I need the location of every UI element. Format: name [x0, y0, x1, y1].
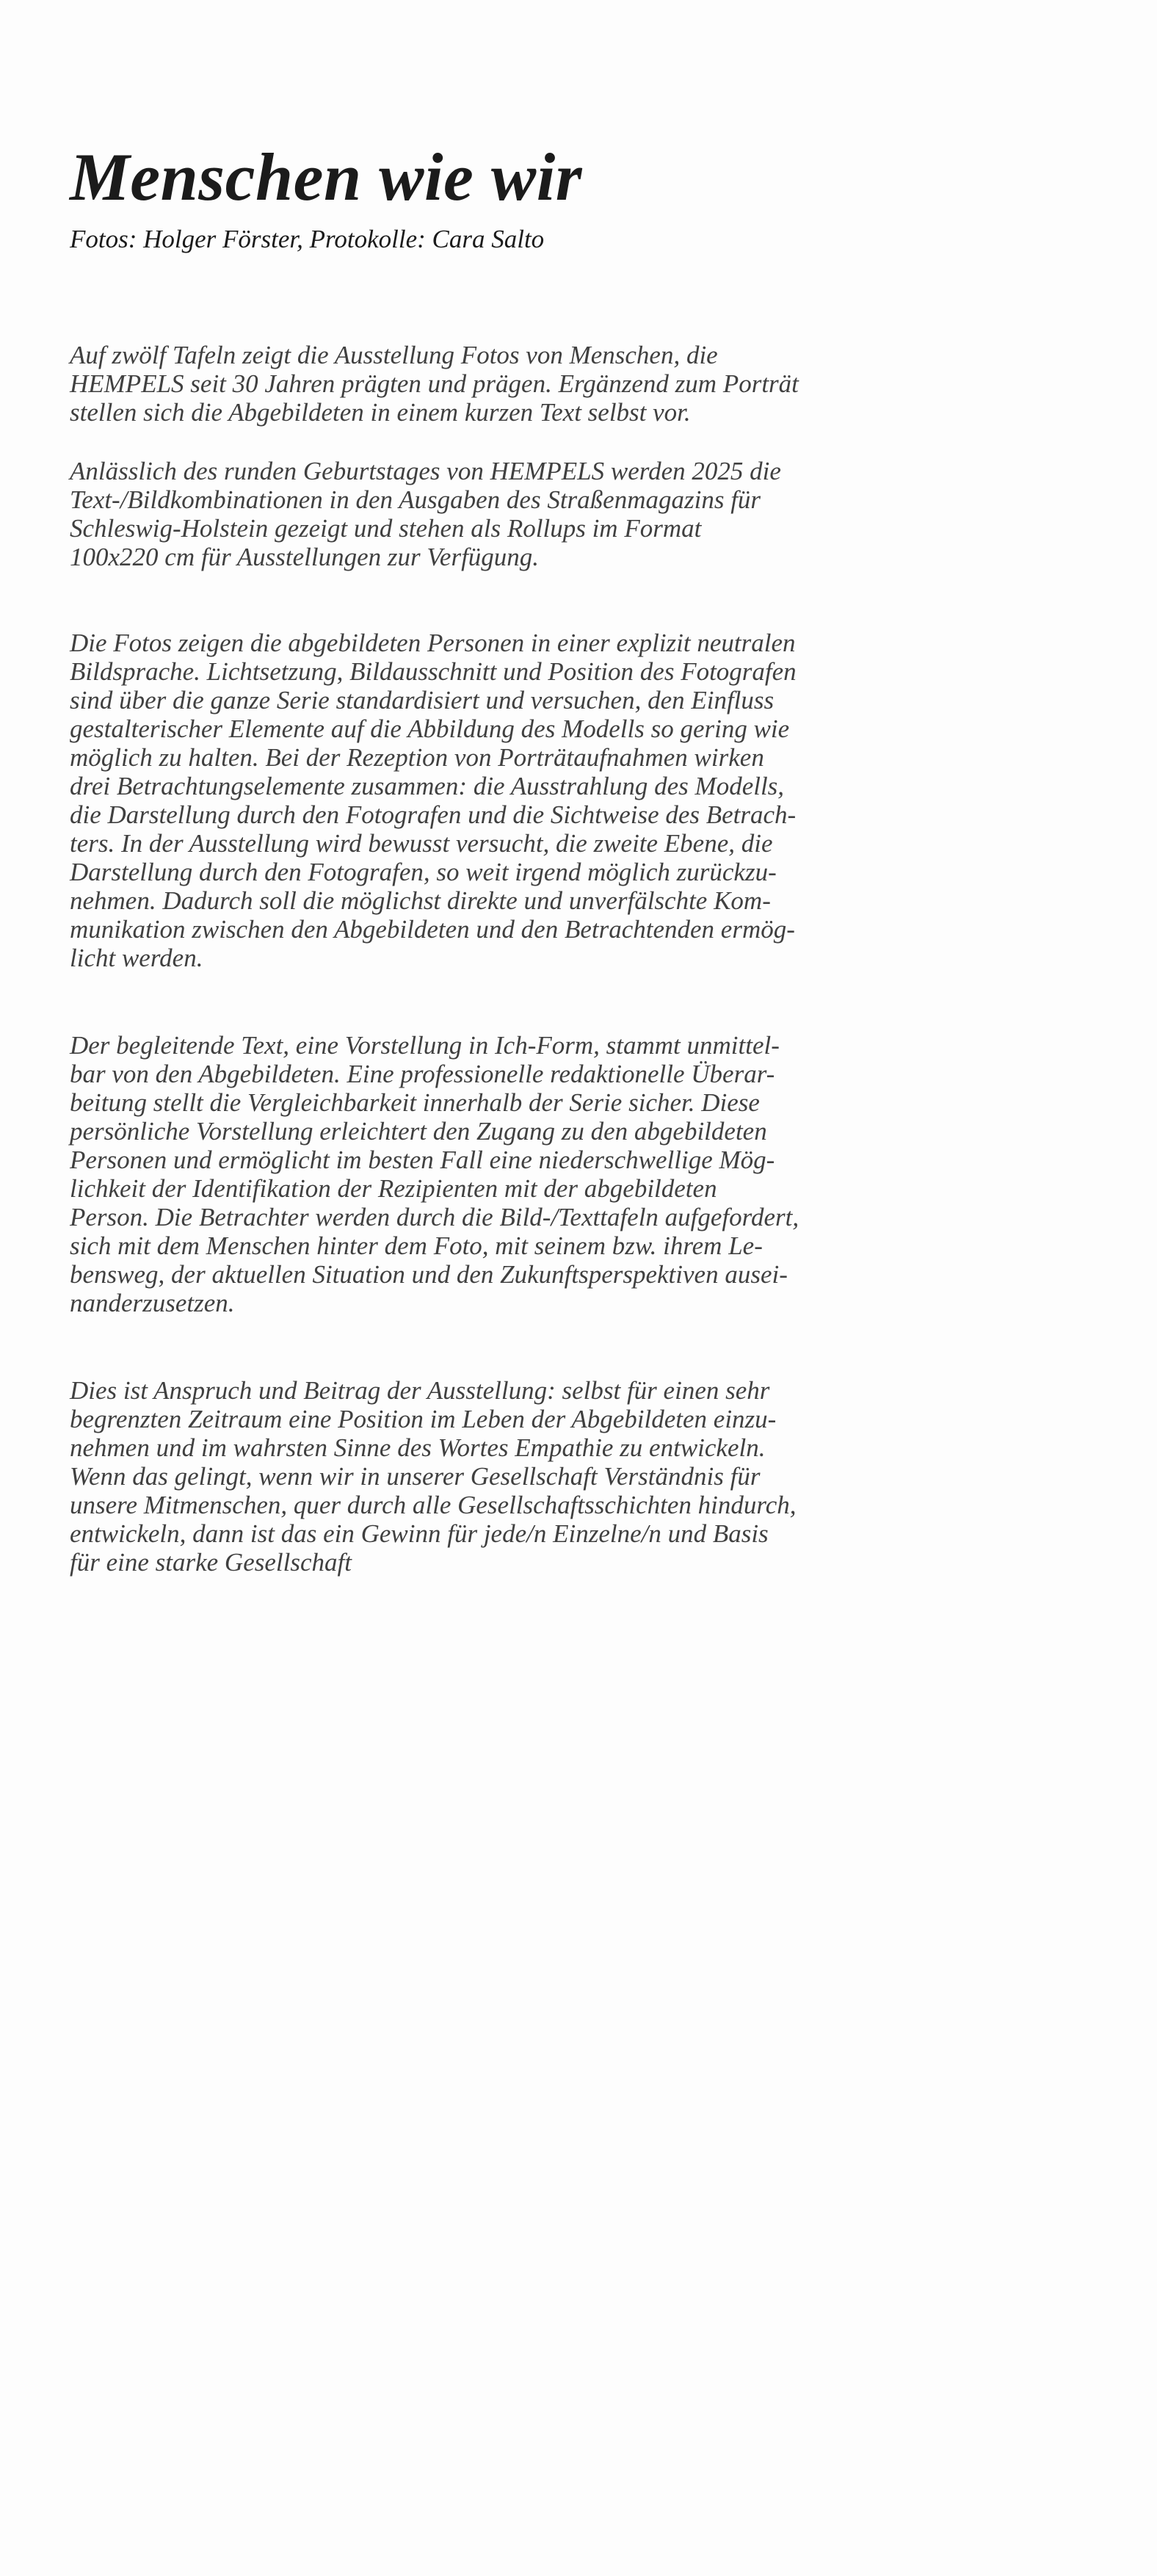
paragraph-line: gestalterischer Elemente auf die Abbildung des Modells so gering wie: [70, 714, 790, 743]
paragraph-line: unsere Mitmenschen, quer durch alle Gesellschaftsschichten hindurch,: [70, 1491, 797, 1519]
paragraph-line: möglich zu halten. Bei der Rezeption von Porträtaufnahmen wirken: [70, 743, 764, 772]
paragraph-line: Schleswig-Holstein gezeigt und stehen als Rollups im Format: [70, 514, 702, 543]
paragraph-line: HEMPELS seit 30 Jahren prägten und prägen. Ergänzend zum Porträt: [70, 369, 799, 398]
paragraph-line: bar von den Abgebildeten. Eine professionelle redaktionelle Überar-: [70, 1060, 775, 1088]
paragraph-line: persönliche Vorstellung erleichtert den Zugang zu den abgebildeten: [70, 1117, 767, 1146]
paragraph-line: stellen sich die Abgebildeten in einem kurzen Text selbst vor.: [70, 398, 691, 427]
paragraph-line: begrenzten Zeitraum eine Position im Leben der Abgebildeten einzu-: [70, 1405, 777, 1433]
paragraph-line: Text-/Bildkombinationen in den Ausgaben des Straßenmagazins für: [70, 485, 761, 514]
paragraph-claim: [70, 1376, 1092, 1577]
paragraph-photos: [70, 629, 1092, 972]
paragraph-line: Personen und ermöglicht im besten Fall eine niederschwellige Mög-: [70, 1146, 775, 1174]
paragraph-line: Die Fotos zeigen die abgebildeten Personen in einer explizit neutralen: [70, 629, 796, 657]
paragraph-line: bensweg, der aktuellen Situation und den Zukunftsperspektiven ausei-: [70, 1260, 788, 1289]
paragraph-line: licht werden.: [70, 944, 203, 972]
paragraph-line: entwickeln, dann ist das ein Gewinn für jede/n Einzelne/n und Basis: [70, 1519, 769, 1548]
paragraph-line: nehmen und im wahrsten Sinne des Wortes Empathie zu entwickeln.: [70, 1433, 766, 1462]
paragraph-line: lichkeit der Identifikation der Rezipienten mit der abgebildeten: [70, 1174, 717, 1203]
paragraph-line: munikation zwischen den Abgebildeten und den Betrachtenden ermög-: [70, 915, 795, 944]
paragraph-line: sind über die ganze Serie standardisiert und versuchen, den Einfluss: [70, 686, 775, 714]
paragraph-text: [70, 1031, 1092, 1317]
paragraph-line: Auf zwölf Tafeln zeigt die Ausstellung Fotos von Menschen, die: [70, 341, 718, 369]
paragraph-line: Anlässlich des runden Geburtstages von HEMPELS werden 2025 die: [70, 457, 781, 485]
paragraph-line: drei Betrachtungselemente zusammen: die Ausstrahlung des Modells,: [70, 772, 785, 800]
page-title: Menschen wie wir: [70, 140, 583, 214]
paragraph-line: Bildsprache. Lichtsetzung, Bildausschnitt und Position des Fotografen: [70, 657, 797, 686]
paragraph-line: nehmen. Dadurch soll die möglichst direkte und unverfälschte Kom-: [70, 886, 771, 915]
paragraph-line: ters. In der Ausstellung wird bewusst versucht, die zweite Ebene, die: [70, 829, 773, 858]
paragraph-anniversary: [70, 457, 1092, 571]
paragraph-line: für eine starke Gesellschaft: [70, 1548, 352, 1577]
photo-credits: Fotos: Holger Förster, Protokolle: Cara Salto: [70, 225, 545, 253]
paragraph-line: Darstellung durch den Fotografen, so weit irgend möglich zurückzu-: [70, 858, 777, 886]
paragraph-line: Wenn das gelingt, wenn wir in unserer Gesellschaft Verständnis für: [70, 1462, 761, 1491]
paragraph-line: beitung stellt die Vergleichbarkeit innerhalb der Serie sicher. Diese: [70, 1088, 760, 1117]
paragraph-line: Person. Die Betrachter werden durch die Bild-/Texttafeln aufgefordert,: [70, 1203, 799, 1231]
paragraph-line: sich mit dem Menschen hinter dem Foto, mit seinem bzw. ihrem Le-: [70, 1231, 763, 1260]
paragraph-line: die Darstellung durch den Fotografen und die Sichtweise des Betrach-: [70, 800, 797, 829]
paragraph-line: Der begleitende Text, eine Vorstellung in Ich-Form, stammt unmittel-: [70, 1031, 780, 1060]
paragraph-line: 100x220 cm für Ausstellungen zur Verfügung.: [70, 543, 540, 571]
paragraph-line: nanderzusetzen.: [70, 1289, 235, 1317]
paragraph-intro: [70, 341, 1092, 427]
paragraph-line: Dies ist Anspruch und Beitrag der Ausstellung: selbst für einen sehr: [70, 1376, 770, 1405]
